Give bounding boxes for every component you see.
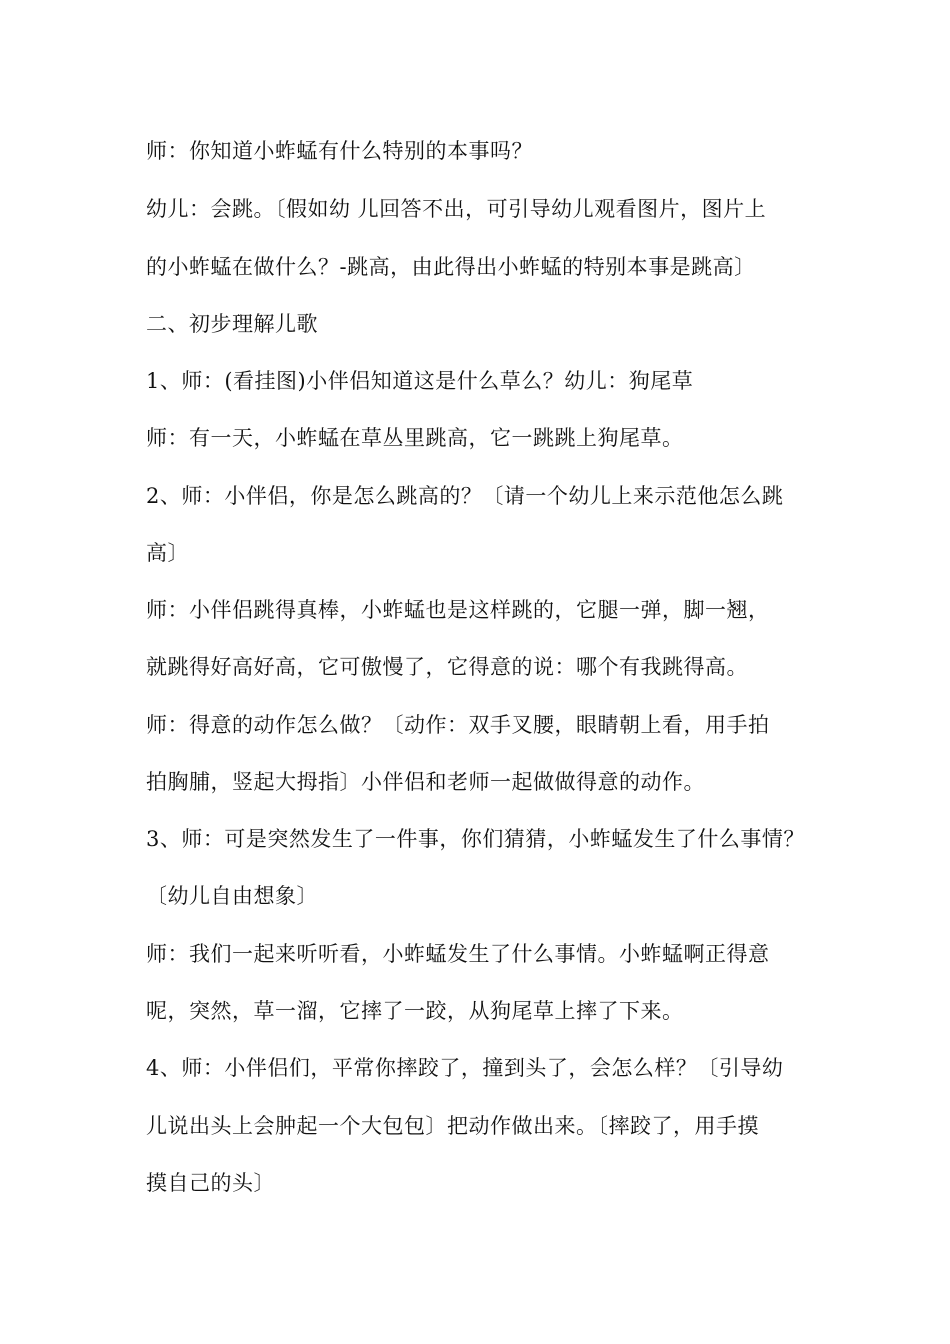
text-line: 3、师：可是突然发生了一件事，你们猜猜，小蚱蜢发生了什么事情？	[146, 827, 805, 851]
text-line: 幼儿：会跳。〔假如幼 儿回答不出，可引导幼儿观看图片，图片上	[146, 197, 767, 221]
section-heading: 二、初步理解儿歌	[146, 312, 318, 336]
text-line: 师：得意的动作怎么做？〔动作：双手叉腰，眼睛朝上看，用手拍	[146, 713, 770, 737]
text-line: 摸自己的头〕	[146, 1171, 275, 1195]
text-line: 师：我们一起来听听看，小蚱蜢发生了什么事情。小蚱蜢啊正得意	[146, 942, 770, 966]
text-line: 高〕	[146, 541, 189, 565]
text-line: 2、师：小伴侣，你是怎么跳高的？〔请一个幼儿上来示范他怎么跳	[146, 484, 784, 508]
text-line: 1、师：(看挂图)小伴侣知道这是什么草么？幼儿：狗尾草	[146, 369, 694, 393]
text-line: 拍胸脯，竖起大拇指〕小伴侣和老师一起做做得意的动作。	[146, 770, 705, 794]
text-line: 师：你知道小蚱蜢有什么特别的本事吗？	[146, 139, 533, 163]
text-line: 儿说出头上会肿起一个大包包〕把动作做出来。〔摔跤了，用手摸	[146, 1114, 759, 1138]
text-line: 师：小伴侣跳得真棒，小蚱蜢也是这样跳的，它腿一弹，脚一翘，	[146, 598, 770, 622]
text-line: 呢，突然，草一溜，它摔了一跤，从狗尾草上摔了下来。	[146, 999, 684, 1023]
text-line: 师：有一天，小蚱蜢在草丛里跳高，它一跳跳上狗尾草。	[146, 426, 684, 450]
text-line: 的小蚱蜢在做什么？-跳高，由此得出小蚱蜢的特别本事是跳高〕	[146, 255, 756, 279]
text-line: 4、师：小伴侣们，平常你摔跤了，撞到头了，会怎么样？〔引导幼	[146, 1056, 784, 1080]
text-line: 〔幼儿自由想象〕	[146, 884, 318, 908]
text-line: 就跳得好高好高，它可傲慢了，它得意的说：哪个有我跳得高。	[146, 655, 748, 679]
